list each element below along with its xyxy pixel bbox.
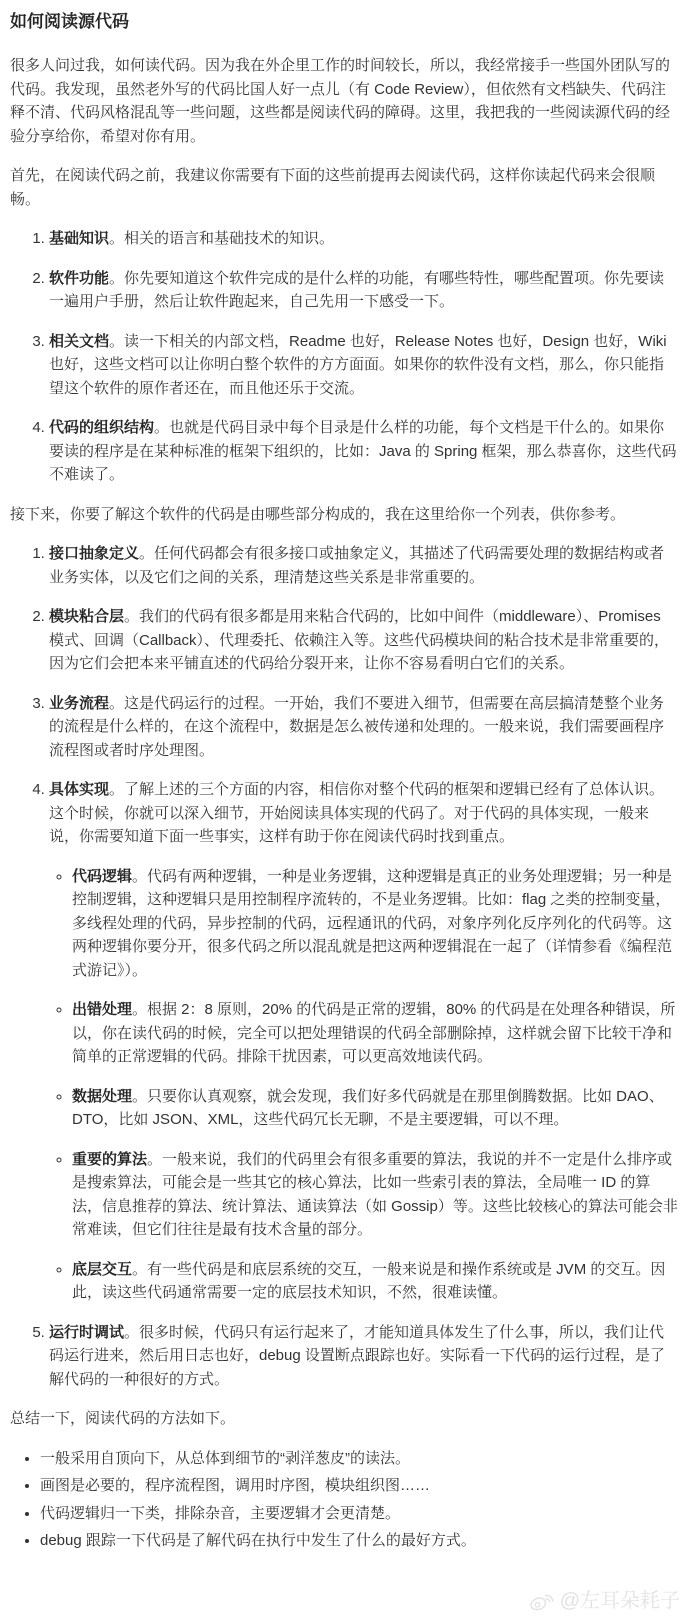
parts-intro-paragraph: 接下来，你要了解这个软件的代码是由哪些部分构成的，我在这里给你一个列表，供你参考。 xyxy=(10,505,626,523)
summary-list xyxy=(10,1447,678,1553)
premise-intro-paragraph: 首先，在阅读代码之前，我建议你需要有下面的这些前提再去阅读代码，这样你读起代码来会很顺畅。 xyxy=(10,167,656,208)
item-term: 底层交互 xyxy=(72,1260,133,1278)
item-term: 数据处理 xyxy=(72,1087,133,1105)
item-desc: 。根据 2：8 原则，20% 的代码是正常的逻辑，80% 的代码是在处理各种错误，所以，你在读代码的时候，完全可以把处理错误的代码全部删除掉，这样就会留下比较干净和简单的正常逻辑的代码。排除干扰因素，可以更高效地读代码。 xyxy=(72,1001,676,1065)
item-desc: 。这是代码运行的过程。一开始，我们不要进入细节，但需要在高层搞清楚整个业务的流程是什么样的，在这个流程中，数据是怎么被传递和处理的。一般来说，我们需要画程序流程图或者时序处理图。 xyxy=(49,694,665,759)
list-item xyxy=(49,267,678,314)
item-term: 代码逻辑 xyxy=(72,867,133,885)
item-term: 具体实现 xyxy=(49,781,110,798)
list-item xyxy=(49,778,678,1305)
summary-item: • 一般采用自顶向下，从总体到细节的“剥洋葱皮”的读法。 xyxy=(40,1447,678,1471)
sub-list-item xyxy=(72,1148,678,1242)
watermark-handle: @左耳朵耗子 xyxy=(559,1590,680,1612)
sub-list-item xyxy=(72,865,678,983)
list-item xyxy=(49,416,678,487)
item-term: 模块粘合层 xyxy=(49,608,125,625)
item-term: 出错处理 xyxy=(72,1001,133,1018)
page-title: 如何阅读源代码 xyxy=(10,12,129,31)
item-term: 软件功能 xyxy=(49,269,110,287)
sub-list-item xyxy=(72,1085,678,1132)
item-desc: 。很多时候，代码只有运行起来了，才能知道具体发生了什么事，所以，我们让代码运行进来，然后用日志也好，debug 设置断点跟踪也好。实际看一下代码的运行过程，是了解代码的一种很好的方式。 xyxy=(49,1323,665,1388)
list-item xyxy=(49,542,678,589)
item-desc: 。我们的代码有很多都是用来粘合代码的，比如中间件（middleware）、Promises 模式、回调（Callback）、代理委托、依赖注入等。这些代码模块间的粘合技术是非常重要的，因为它们会把本来平铺直述的代码给分裂开来，让你不容易看明白它们的关系。 xyxy=(49,608,670,672)
item-term: 重要的算法 xyxy=(72,1150,148,1168)
item-term: 基础知识 xyxy=(49,230,110,247)
item-term: 接口抽象定义 xyxy=(49,545,140,562)
item-term: 业务流程 xyxy=(49,694,110,712)
item-desc: 。一般来说，我们的代码里会有很多重要的算法，我说的并不一定是什么排序或是搜索算法，可能会是一些其它的核心算法，比如一些索引表的算法，全局唯一 ID 的算法，信息推荐的算法、统计算法、通读算法（如 Gossip）等。这些比较核心的算法可能会非常难读，但它们往往是最有技术含量的部分。 xyxy=(72,1150,678,1238)
list-item xyxy=(49,1321,678,1392)
list-item xyxy=(49,330,678,401)
summary-item: • debug 跟踪一下代码是了解代码在执行中发生了什么的最好方式。 xyxy=(40,1529,678,1553)
item-desc: 。有一些代码是和底层系统的交互，一般来说是和操作系统或是 JVM 的交互。因此，读这些代码通常需要一定的底层技术知识，不然，很难读懂。 xyxy=(72,1260,666,1301)
item-term: 相关文档 xyxy=(49,332,110,350)
sub-list-item xyxy=(72,998,678,1069)
item-desc: 。读一下相关的内部文档，Readme 也好，Release Notes 也好，Design 也好，Wiki 也好，这些文档可以让你明白整个软件的方方面面。如果你的软件没有文档，那么，你只能指望这个软件的原作者还在，而且他还乐于交流。 xyxy=(49,332,667,397)
intro-paragraph: 很多人问过我，如何读代码。因为我在外企里工作的时间较长，所以，我经常接手一些国外团队写的代码。我发现，虽然老外写的代码比国人好一点儿（有 Code Review），但依然有文档缺失、代码注释不清、代码风格混乱等一些问题，这些都是阅读代码的障碍。这里，我把我的一些阅读源代码的经验分享给你，希望对你有用。 xyxy=(10,57,671,145)
summary-item: • 画图是必要的，程序流程图，调用时序图，模块组织图…… xyxy=(40,1474,678,1498)
item-term: 运行时调试 xyxy=(49,1323,125,1341)
item-term: 代码的组织结构 xyxy=(49,419,155,436)
item-desc: 。相关的语言和基础技术的知识。 xyxy=(109,230,335,247)
item-desc: 。代码有两种逻辑，一种是业务逻辑，这种逻辑是真正的业务处理逻辑；另一种是控制逻辑，这种逻辑只是用控制程序流转的，不是业务逻辑。比如：flag 之类的控制变量，多线程处理的代码，异步控制的代码，远程通讯的代码，对象序列化反序列化的代码等。这两种逻辑你要分开，很多代码之所以混乱就是把这两种逻辑混在一起了（详情参看《编程范式游记》）。 xyxy=(72,867,673,979)
item-desc: 。任何代码都会有很多接口或抽象定义，其描述了代码需要处理的数据结构或者业务实体，以及它们之间的关系，理清楚这些关系是非常重要的。 xyxy=(49,545,665,586)
item-desc: 。了解上述的三个方面的内容，相信你对整个代码的框架和逻辑已经有了总体认识。这个时候，你就可以深入细节，开始阅读具体实现的代码了。对于代码的具体实现，一般来说，你需要知道下面一些事实，这样有助于你在阅读代码时找到重点。 xyxy=(49,781,665,845)
list-item xyxy=(49,605,678,676)
premise-list xyxy=(10,227,678,487)
implementation-sub-list xyxy=(49,865,678,1305)
list-item xyxy=(49,692,678,763)
summary-intro-paragraph: 总结一下，阅读代码的方法如下。 xyxy=(10,1410,236,1427)
summary-item: • 代码逻辑归一下类，排除杂音，主要逻辑才会更清楚。 xyxy=(40,1502,678,1526)
item-desc: 。你先要知道这个软件完成的是什么样的功能，有哪些特性，哪些配置项。你先要读一遍用户手册，然后让软件跑起来，自己先用一下感受一下。 xyxy=(49,269,665,310)
item-desc: 。也就是代码目录中每个目录是什么样的功能，每个文档是干什么的。如果你要读的程序是在某种标准的框架下组织的，比如：Java 的 Spring 框架，那么恭喜你，这些代码不难读了。 xyxy=(49,419,677,483)
watermark xyxy=(528,1589,680,1613)
weibo-icon xyxy=(528,1589,556,1613)
sub-list-item xyxy=(72,1258,678,1305)
item-desc: 。只要你认真观察，就会发现，我们好多代码就是在那里倒腾数据。比如 DAO、DTO，比如 JSON、XML，这些代码冗长无聊，不是主要逻辑，可以不理。 xyxy=(72,1087,664,1128)
parts-list xyxy=(10,542,678,1391)
list-item xyxy=(49,227,678,251)
